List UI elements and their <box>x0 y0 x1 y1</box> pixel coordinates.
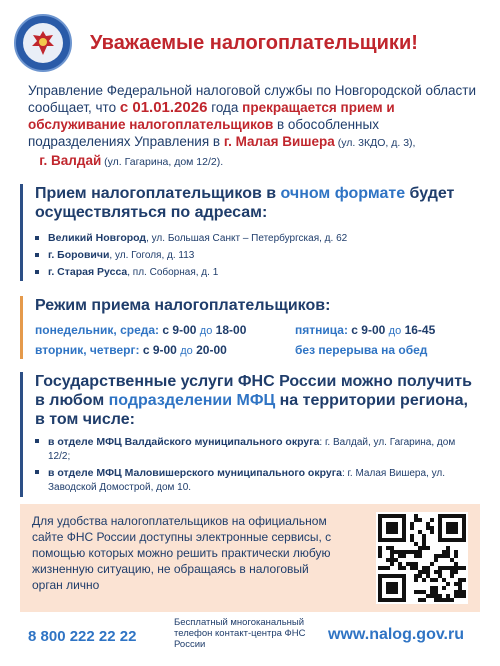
list-item: г. Боровичи, ул. Гоголя, д. 113 <box>35 247 480 264</box>
hotline-phone[interactable]: 8 800 222 22 22 <box>28 628 137 645</box>
schedule-row-fri: пятница: с 9-00 до 16-45 <box>295 323 436 337</box>
mfc-heading: Государственные услуги ФНС России можно получить в любом подразделении МФЦ на территории региона, в том числе: <box>35 373 472 428</box>
offices-list <box>35 230 480 281</box>
list-item: Великий Новгород, ул. Большая Санкт – Петербургская, д. 62 <box>35 230 480 247</box>
e-services-box <box>20 504 480 612</box>
closure-date: с 01.01.2026 <box>119 99 208 116</box>
city-valdai: г. Валдай <box>39 153 102 168</box>
mfc-section <box>20 372 480 497</box>
city-malaya-vishera: г. Малая Вишера <box>223 134 335 149</box>
offices-heading: Прием налогоплательщиков в очном формате будет осуществляться по адресам: <box>35 185 455 221</box>
qr-code-icon[interactable] <box>376 512 468 604</box>
mfc-list <box>35 435 480 495</box>
schedule-table <box>35 319 480 359</box>
list-item: в отделе МФЦ Маловишерского муниципального округа: г. Малая Вишера, ул. Заводской Домострой, дом 10. <box>35 466 480 495</box>
list-item: г. Старая Русса, пл. Соборная, д. 1 <box>35 264 480 281</box>
schedule-row-mon-wed: понедельник, среда: с 9-00 до 18-00 <box>35 323 247 337</box>
hotline-note: Бесплатный многоканальный телефон контакт-центра ФНС России <box>174 617 306 650</box>
intro-paragraph: Управление Федеральной налоговой службы по Новгородской области сообщает, что с 01.01.2026 года прекращается прием и обслуживание налогоплательщиков в обособленных подразделениях Управления в г. Малая Вишера (ул. 3КДО, д. 3), г. Валдай (ул. Гагарина, дом 12/2). <box>28 83 477 168</box>
list-item: в отделе МФЦ Валдайского муниципального округа: г. Валдай, ул. Гагарина, дом 12/2; <box>35 435 480 464</box>
offices-section <box>20 184 480 281</box>
schedule-heading: Режим приема налогоплательщиков: <box>35 297 331 314</box>
closure-highlight: прекращается прием и обслуживание налогоплательщиков <box>28 100 395 132</box>
schedule-row-tue-thu: вторник, четверг: с 9-00 до 20-00 <box>35 343 227 357</box>
fns-emblem-icon <box>14 14 72 72</box>
no-lunch-break: без перерыва на обед <box>295 343 428 357</box>
e-services-text: Для удобства налогоплательщиков на официальном сайте ФНС России доступны электронные сервисы, с помощью которых можно решить практически любую жизненную ситуацию, не обращаясь в налоговый орган лично <box>32 514 332 592</box>
website-link[interactable]: www.nalog.gov.ru <box>328 626 464 643</box>
schedule-section <box>20 296 480 359</box>
page-title: Уважаемые налогоплательщики! <box>90 32 418 54</box>
